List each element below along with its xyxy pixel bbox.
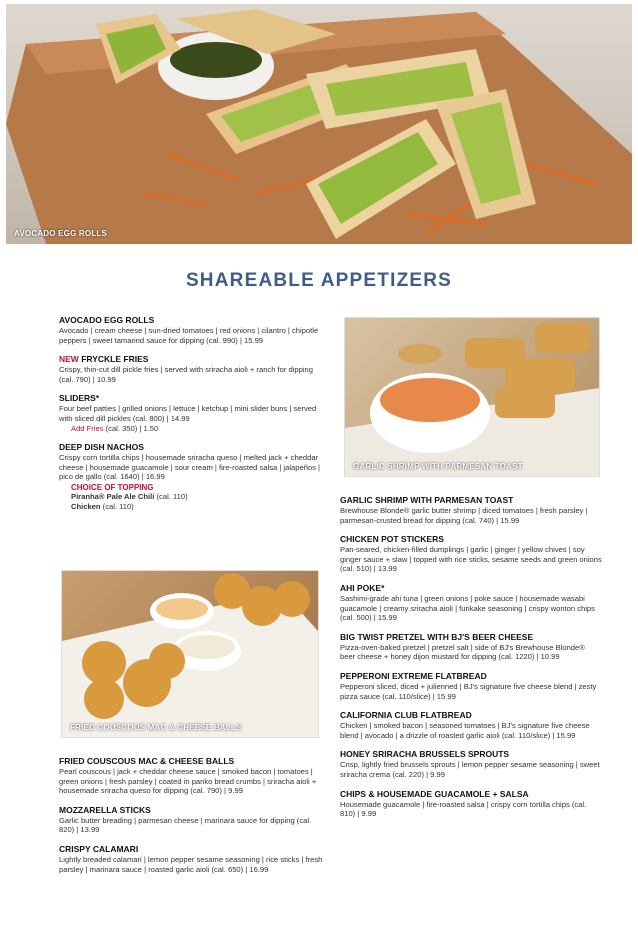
couscous-caption: FRIED COUSCOUS MAC & CHEESE BALLS bbox=[70, 723, 242, 732]
item-description: Lightly breaded calamari | lemon pepper sesame seasoning | rice sticks | fresh parsley | marinara sauce | roasted garlic aioli (cal. 650) | 16.99 bbox=[59, 854, 323, 874]
item-name: MOZZARELLA STICKS bbox=[59, 804, 151, 815]
item-description: Crispy corn tortilla chips | housemade sriracha queso | melted jack + cheddar cheese | housemade guacamole | sour cream | fire-roasted salsa | jalapeños | pico de gallo (cal. 1640) | 16.99 bbox=[59, 453, 321, 482]
menu-item-couscous-balls bbox=[59, 756, 324, 796]
menu-item-fryckle-fries bbox=[59, 354, 324, 384]
photo-couscous-balls bbox=[61, 570, 319, 738]
item-name: DEEP DISH NACHOS bbox=[59, 442, 144, 453]
item-description: Garlic butter breading | parmesan cheese | marinara sauce for dipping (cal. 820) | 13.99 bbox=[59, 815, 312, 835]
item-description: Sashimi-grade ahi tuna | green onions | poke sauce | housemade wasabi guacamole | creamy sriracha aioli | furikake seasoning | crispy wonton chips (cal. 500) | 15.99 bbox=[340, 593, 595, 623]
hero-illustration bbox=[6, 4, 632, 244]
item-name: PEPPERONI EXTREME FLATBREAD bbox=[340, 670, 487, 681]
shrimp-caption: GARLIC SHRIMP WITH PARMESAN TOAST bbox=[353, 462, 523, 471]
menu-item-deep-dish-nachos bbox=[59, 442, 324, 511]
menu-item-chips-guacamole bbox=[340, 789, 602, 819]
item-name: HONEY SRIRACHA BRUSSELS SPROUTS bbox=[340, 749, 510, 760]
shrimp-illustration bbox=[345, 318, 599, 476]
item-description: Crispy, thin-cut dill pickle fries | served with sriracha aioli + ranch for dipping (cal. 790) | 10.99 bbox=[59, 365, 314, 384]
menu-item-avocado-egg-rolls bbox=[59, 315, 324, 345]
choice-heading: CHOICE OF TOPPING bbox=[71, 482, 154, 492]
hero-photo-avocado-egg-rolls bbox=[6, 4, 632, 244]
choice-cal: (cal. 110) bbox=[102, 501, 134, 511]
addon-label: Add Fries bbox=[71, 423, 104, 433]
menu-item-mozzarella-sticks bbox=[59, 805, 324, 835]
item-description: Pepperoni sliced, diced + julienned | BJ's signature five cheese blend | zesty pizza sauce (cal. 110/slice) | 15.99 bbox=[340, 681, 597, 701]
item-name: CRISPY CALAMARI bbox=[59, 843, 139, 854]
item-name: GARLIC SHRIMP WITH PARMESAN TOAST bbox=[340, 495, 514, 505]
item-name: FRYCKLE FRIES bbox=[81, 354, 149, 365]
menu-item-chicken-pot-stickers bbox=[340, 534, 602, 574]
item-name: CHICKEN POT STICKERS bbox=[340, 534, 444, 545]
new-badge: NEW bbox=[59, 354, 79, 365]
item-name: BIG TWIST PRETZEL WITH BJ'S BEER CHEESE bbox=[340, 631, 534, 642]
item-name: SLIDERS* bbox=[59, 393, 100, 404]
item-description: Housemade guacamole | fire-roasted salsa | crispy corn tortilla chips (cal. 810) | 9.99 bbox=[340, 799, 587, 819]
menu-item-sliders bbox=[59, 393, 324, 433]
choice-cal: (cal. 110) bbox=[156, 491, 188, 501]
photo-garlic-shrimp bbox=[344, 317, 600, 477]
menu-item-garlic-shrimp bbox=[340, 495, 602, 525]
item-name: CHIPS & HOUSEMADE GUACAMOLE + SALSA bbox=[340, 788, 529, 799]
item-description: Avocado | cream cheese | sun-dried tomatoes | red onions | cilantro | chipotle peppers | sweet tamarind sauce for dipping (cal. 990) | 15.99 bbox=[59, 326, 319, 345]
hero-caption: AVOCADO EGG ROLLS bbox=[14, 229, 108, 238]
menu-item-ahi-poke bbox=[340, 583, 602, 623]
item-description: Chicken | smoked bacon | seasoned tomatoes | BJ's signature five cheese blend | avocado | a drizzle of roasted garlic aioli (cal. 110/slice) | 15.99 bbox=[340, 721, 590, 740]
menu-item-big-twist-pretzel bbox=[340, 632, 602, 662]
item-description: Four beef patties | grilled onions | lettuce | ketchup | mini slider buns | served with sliced dill pickles (cal. 800) | 14.99 bbox=[59, 404, 317, 423]
item-description: Pearl couscous | jack + cheddar cheese sauce | smoked bacon | tomatoes | green onions | fresh parsley | coated in panko bread crumbs | sriracha aioli + housemade sriracha queso for dipping (cal. 790) | 9.99 bbox=[59, 767, 317, 796]
item-name: AVOCADO EGG ROLLS bbox=[59, 315, 155, 325]
item-description: Pan-seared, chicken-filled dumplings | garlic | ginger | yellow chives | soy ginger sauce + slaw | topped with rice sticks, sesame seeds and green onions (cal. 510) | 13.99 bbox=[340, 545, 602, 574]
choice-label: Chicken bbox=[71, 501, 101, 511]
item-description: Brewhouse Blonde® garlic butter shrimp | diced tomatoes | fresh parsley | parmesan-crusted bread for dipping (cal. 740) | 15.99 bbox=[340, 506, 588, 525]
choice-label: Piranha® Pale Ale Chili bbox=[71, 491, 155, 501]
item-name: CALIFORNIA CLUB FLATBREAD bbox=[340, 710, 472, 721]
item-name: AHI POKE* bbox=[340, 582, 385, 593]
item-addon bbox=[71, 424, 324, 434]
couscous-illustration bbox=[62, 571, 318, 737]
menu-item-pepperoni-flatbread bbox=[340, 671, 602, 701]
addon-text: (cal. 350) | 1.50 bbox=[105, 423, 159, 433]
section-title: SHAREABLE APPETIZERS bbox=[185, 270, 453, 291]
item-description: Crisp, lightly fried brussels sprouts | lemon pepper sesame seasoning | sweet sriracha crema (cal. 220) | 9.99 bbox=[340, 760, 600, 779]
choice-option bbox=[71, 492, 324, 502]
item-description: Pizza-oven-baked pretzel | pretzel salt | side of BJ's Brewhouse Blonde® beer cheese + honey dijon mustard for dipping (cal. 1220) | 10.99 bbox=[340, 642, 585, 662]
right-column bbox=[340, 495, 602, 819]
menu-item-california-club-flatbread bbox=[340, 710, 602, 740]
item-name-row bbox=[59, 354, 324, 364]
menu-item-brussels-sprouts bbox=[340, 749, 602, 779]
choice-option bbox=[71, 502, 324, 512]
left-column-upper bbox=[59, 315, 324, 511]
item-name: FRIED COUSCOUS MAC & CHEESE BALLS bbox=[59, 756, 235, 766]
left-column-lower bbox=[59, 756, 324, 874]
menu-item-crispy-calamari bbox=[59, 844, 324, 874]
